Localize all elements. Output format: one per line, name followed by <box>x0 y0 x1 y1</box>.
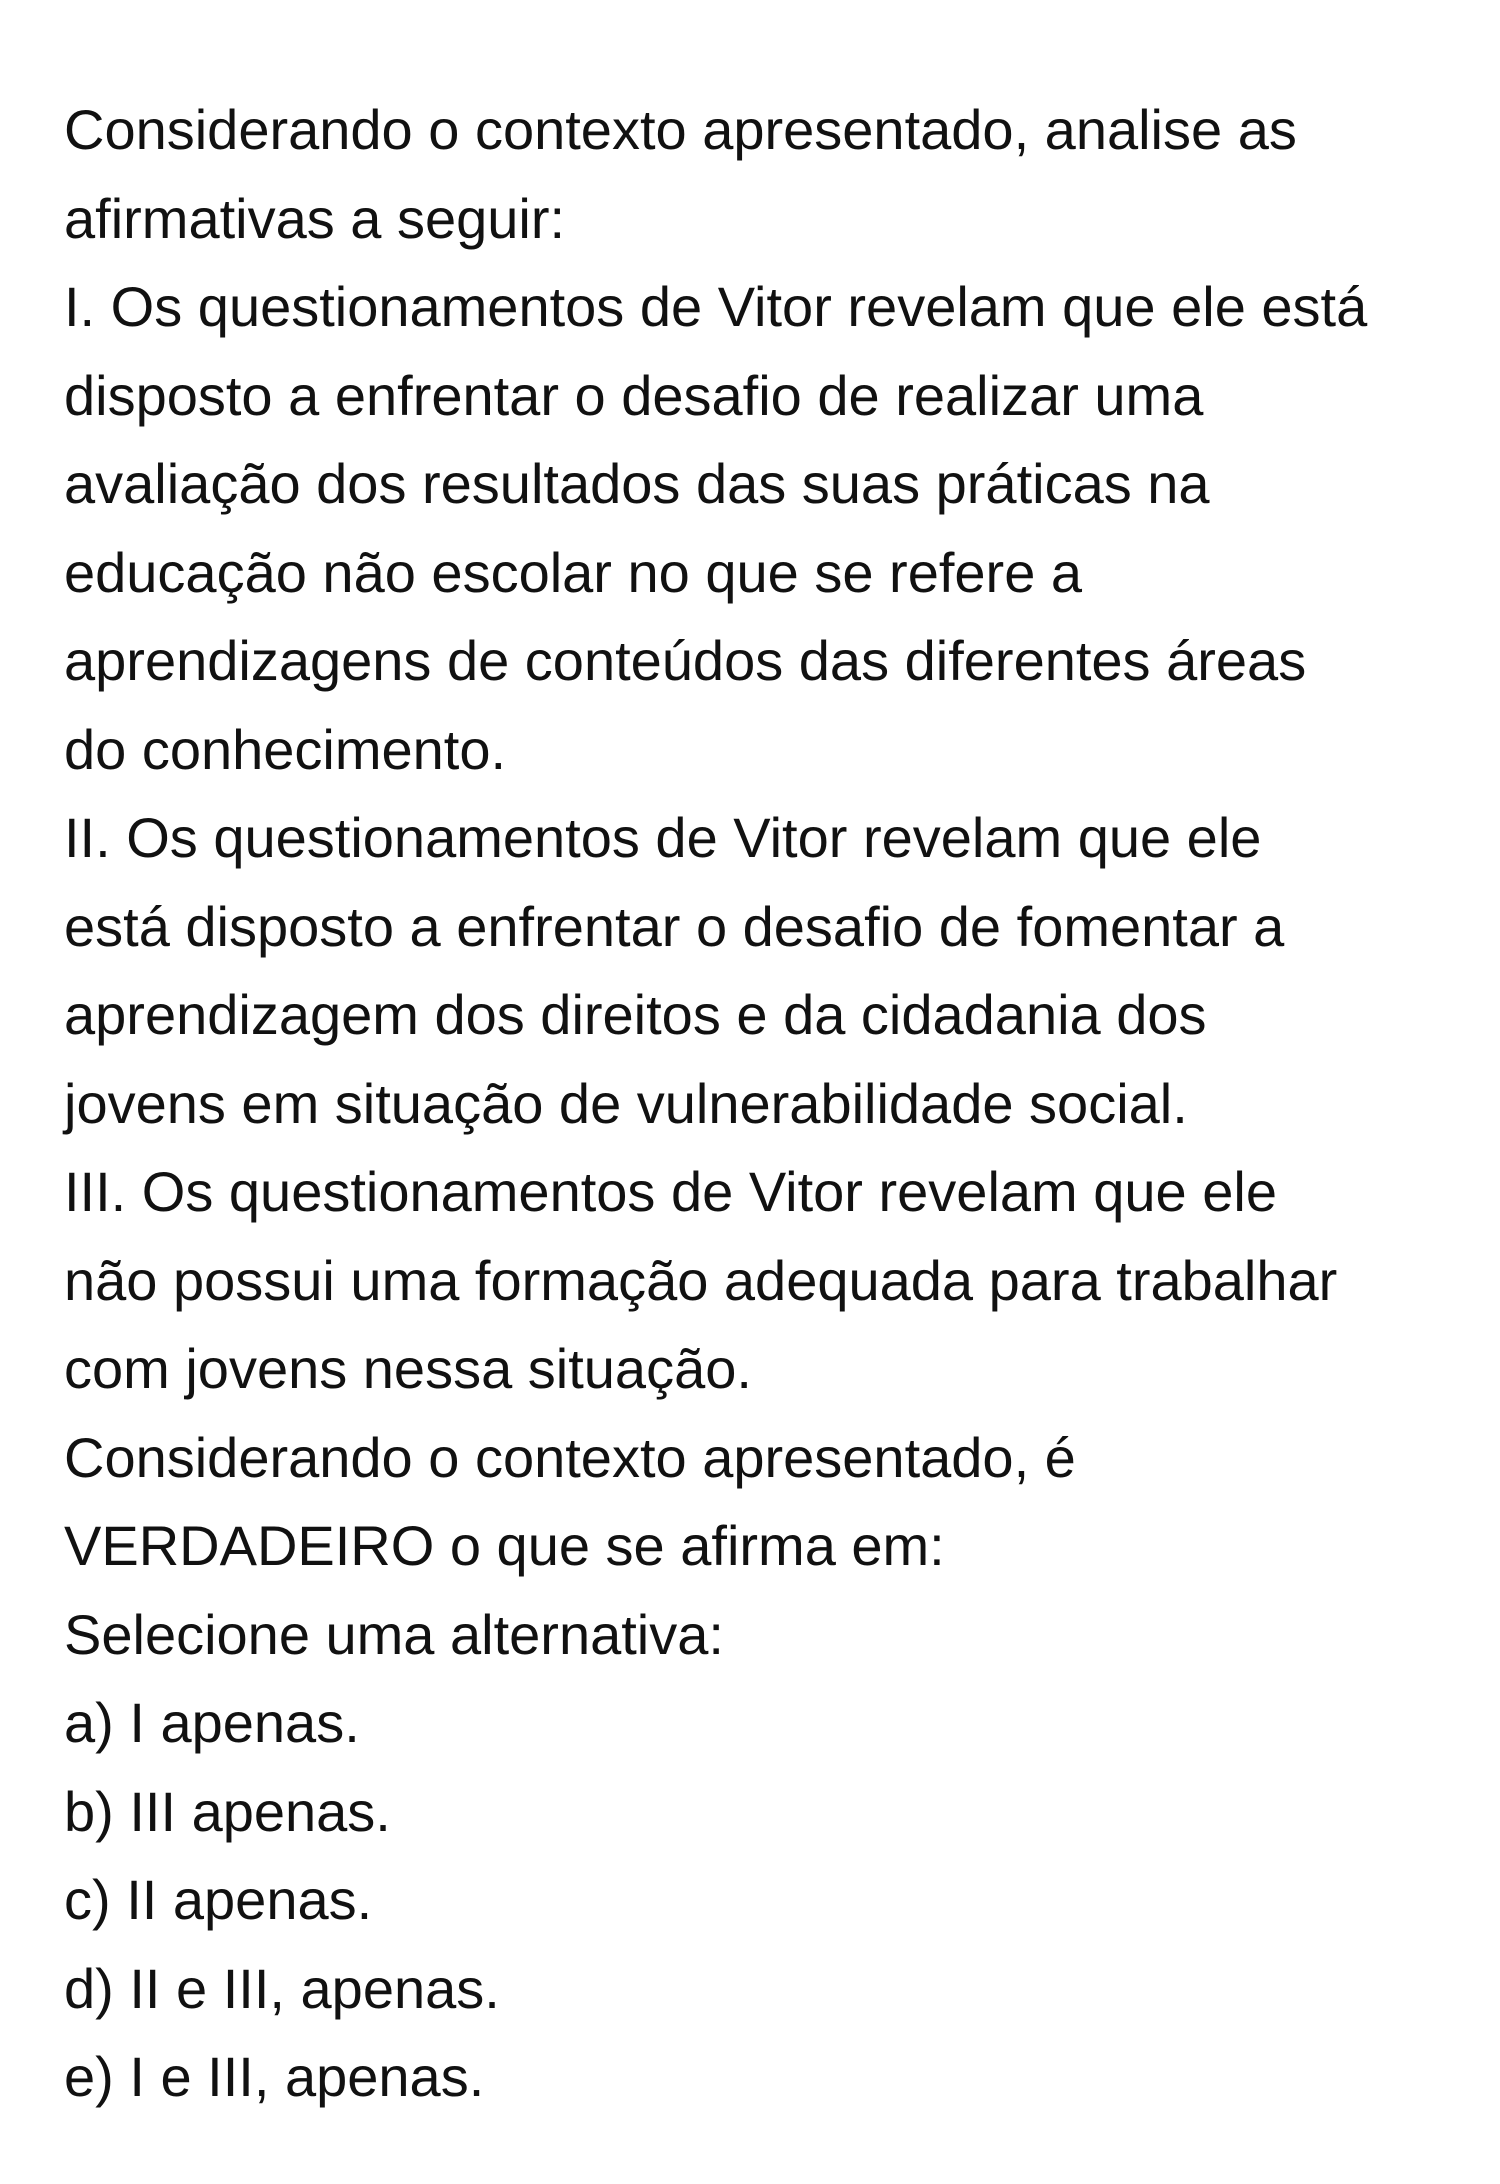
intro-line: Considerando o contexto apresentado, analise as <box>64 98 1297 161</box>
option-d[interactable]: d) II e III, apenas. <box>64 1956 500 2020</box>
statement-1-line: educação não escolar no que se refere a <box>64 540 1083 604</box>
question-document <box>64 86 1454 2122</box>
statement-2-line: jovens em situação de vulnerabilidade social. <box>64 1071 1188 1135</box>
statement-3-line: com jovens nessa situação. <box>64 1337 752 1400</box>
prompt-line: Considerando o contexto apresentado, é <box>64 1425 1076 1489</box>
statement-1-line: do conhecimento. <box>64 717 507 781</box>
prompt-line: VERDADEIRO o que se afirma em: <box>64 1514 945 1577</box>
statement-3-line: III. Os questionamentos de Vitor revelam que ele <box>64 1160 1277 1223</box>
option-c[interactable]: c) II apenas. <box>64 1868 373 1931</box>
option-b[interactable]: b) III apenas. <box>64 1779 391 1843</box>
intro-line: afirmativas a seguir: <box>64 186 566 250</box>
statement-2-line: II. Os questionamentos de Vitor revelam que ele <box>64 806 1262 869</box>
select-alternative-label: Selecione uma alternativa: <box>64 1602 724 1666</box>
statement-1-line: I. Os questionamentos de Vitor revelam que ele está <box>64 275 1368 338</box>
option-a[interactable]: a) I apenas. <box>64 1691 360 1754</box>
statement-3-line: não possui uma formação adequada para trabalhar <box>64 1248 1338 1312</box>
statement-1-line: disposto a enfrentar o desafio de realizar uma <box>64 363 1204 427</box>
statement-1-line: avaliação dos resultados das suas práticas na <box>64 452 1210 515</box>
statement-2-line: está disposto a enfrentar o desafio de fomentar a <box>64 894 1285 958</box>
statement-2-line: aprendizagem dos direitos e da cidadania dos <box>64 983 1207 1046</box>
option-e[interactable]: e) I e III, apenas. <box>64 2045 485 2108</box>
statement-1-line: aprendizagens de conteúdos das diferentes áreas <box>64 629 1307 692</box>
